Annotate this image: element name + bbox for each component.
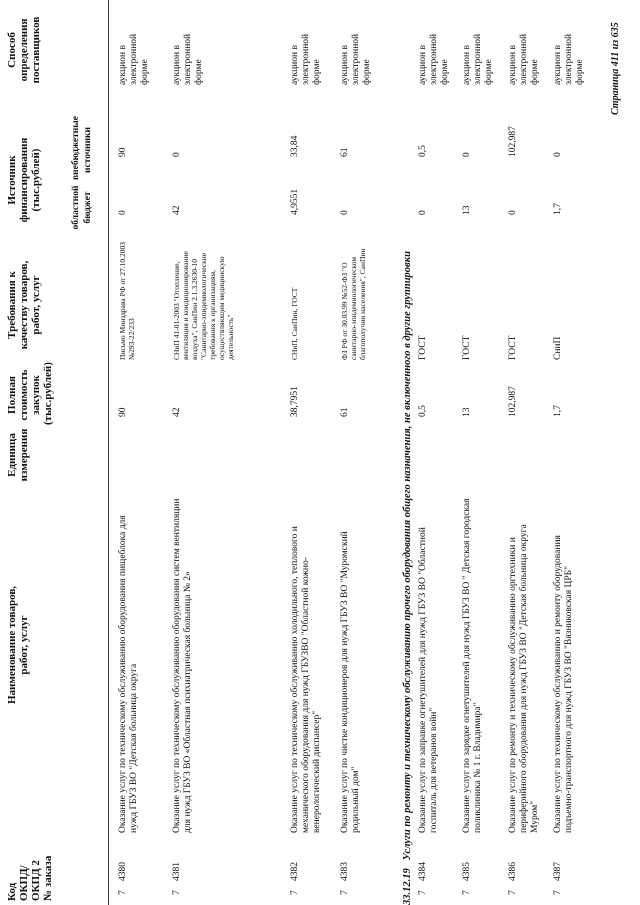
row-regional: 0 (340, 210, 350, 215)
row-order: 4385 (462, 862, 472, 881)
row-order: 4380 (118, 862, 128, 881)
row-order: 4382 (290, 862, 300, 881)
row-extra: 0,5 (418, 145, 428, 157)
row-method: аукцион в электронной форме (418, 33, 450, 85)
row-n: 7 (340, 890, 350, 895)
row-method: аукцион в электронной форме (553, 33, 585, 85)
row-req: СНиП 41-01-2003 "Отопление, вентиляция и кондиционирование воздуха", СанПин 2.1.3.2630-10 "Санитарно-эпидемиологические требования к организациям, осуществляющим медицинскую деятельность" (172, 251, 235, 360)
row-cost: 38,7951 (290, 386, 300, 417)
header-finance-regional: областной бюджет (71, 185, 93, 230)
row-name: Оказание услуг по техническому обслуживанию оборудования систем вентиляции для нужд ГБУЗ ВО «Областная психиатрическая больница № 2» (172, 498, 193, 833)
row-req: ФЗ РФ от 30.03.99 №52-ФЗ "О санитарно-эпидемиологическом благополучии населения", СанПин (340, 248, 367, 360)
row-regional: 0 (418, 210, 428, 215)
header-cost: Полная стоимость закупок (тыс.рублей) (6, 362, 54, 425)
header-finance: Источник финансирования (тыс.рублей) (6, 137, 42, 223)
row-cost: 90 (118, 407, 128, 417)
row-extra: 61 (340, 147, 350, 157)
row-req: Письмо Минздрава РФ от 27.10.2003 №293-22/233 (118, 241, 136, 360)
row-cost: 1,7 (553, 405, 563, 417)
header-unit: Единица измерения (6, 428, 30, 482)
header-divider (108, 0, 109, 905)
row-n: 7 (418, 890, 428, 895)
row-method: аукцион в электронной форме (172, 33, 204, 85)
row-extra: 0 (553, 152, 563, 157)
row-method: аукцион в электронной форме (508, 33, 540, 85)
row-cost: 13 (462, 407, 472, 417)
row-extra: 33,84 (290, 135, 300, 157)
page-number: Страница 411 из 635 (610, 22, 621, 115)
row-req: СНиП, СанПин, ГОСТ (290, 287, 299, 360)
row-name: Оказание услуг по зарядке огнетушителей для нужд ГБУЗ ВО " Детская городская поликлиника № 1 г. Владимира" (462, 498, 483, 833)
row-n: 7 (172, 890, 182, 895)
row-extra: 90 (118, 147, 128, 157)
row-extra: 0 (462, 152, 472, 157)
row-name: Оказание услуг по ремонту и техническому обслуживанию оргтехники и периферийного оборудования для нужд ГБУЗ ВО "Детская больница округа Муром" (508, 524, 540, 833)
row-n: 7 (118, 890, 128, 895)
group-title: Услуги по ремонту и техническому обслуживанию прочего оборудования общего назначения, не включенного в другие группировки (402, 251, 413, 861)
header-finance-extra: внебюджетные источники (71, 116, 93, 180)
row-regional: 13 (462, 205, 472, 215)
row-name: Оказание услуг по техническому обслуживанию и ремонту оборудования подъемно-транспортного для нужд ГБУЗ ВО "Вязниковская ЦРБ" (553, 535, 574, 833)
row-regional: 1,7 (553, 203, 563, 215)
row-regional: 0 (118, 210, 128, 215)
row-n: 7 (290, 890, 300, 895)
row-cost: 102,987 (508, 386, 518, 417)
row-name: Оказание услуг по техническому обслуживанию оборудования пищеблока для нужд ГБУЗ ВО "Детская больница округа (118, 515, 139, 833)
row-extra: 102,987 (508, 126, 518, 157)
row-extra: 0 (172, 152, 182, 157)
row-req: ГОСТ (508, 335, 518, 360)
row-cost: 61 (340, 407, 350, 417)
header-method: Способ определения поставщиков (6, 16, 42, 84)
row-method: аукцион в электронной форме (290, 33, 322, 85)
row-name: Оказание услуг по чистке кондиционеров для нужд ГБУЗ ВО "Муромский родильный дом" (340, 531, 361, 833)
row-regional: 0 (508, 210, 518, 215)
row-order: 4383 (340, 862, 350, 881)
row-name: Оказание услуг по техническому обслуживанию холодильного, теплового и механического оборудования для нужд ГБУЗВО "Областной кожно-венерологический диспансер" (290, 526, 322, 833)
row-req: ГОСТ (462, 335, 472, 360)
row-order: 4384 (418, 862, 428, 881)
row-order: 4387 (553, 862, 563, 881)
row-req: СниП (553, 336, 563, 360)
row-n: 7 (508, 890, 518, 895)
row-n: 7 (553, 890, 563, 895)
row-method: аукцион в электронной форме (118, 33, 150, 85)
row-order: 4381 (172, 862, 182, 881)
row-cost: 0,5 (418, 405, 428, 417)
header-code: Код ОКПД/ ОКПД 2 № заказа (6, 855, 54, 901)
row-method: аукцион в электронной форме (340, 33, 372, 85)
row-n: 7 (462, 890, 472, 895)
row-cost: 42 (172, 407, 182, 417)
group-code: 33.12.19 (402, 868, 413, 905)
row-name: Оказание услуг по заправке огнетушителей для нужд ГБУЗ ВО "Областной госпиталь для ветеранов войн" (418, 527, 439, 833)
row-order: 4386 (508, 862, 518, 881)
row-method: аукцион в электронной форме (462, 33, 494, 85)
row-regional: 4,9551 (290, 188, 300, 215)
row-regional: 42 (172, 205, 182, 215)
header-requirements: Требования к качеству товаров, работ, услуг (6, 260, 42, 350)
group-heading (402, 251, 414, 905)
header-name: Наименование товаров, работ, услуг (6, 585, 30, 705)
row-req: ГОСТ (418, 335, 428, 360)
